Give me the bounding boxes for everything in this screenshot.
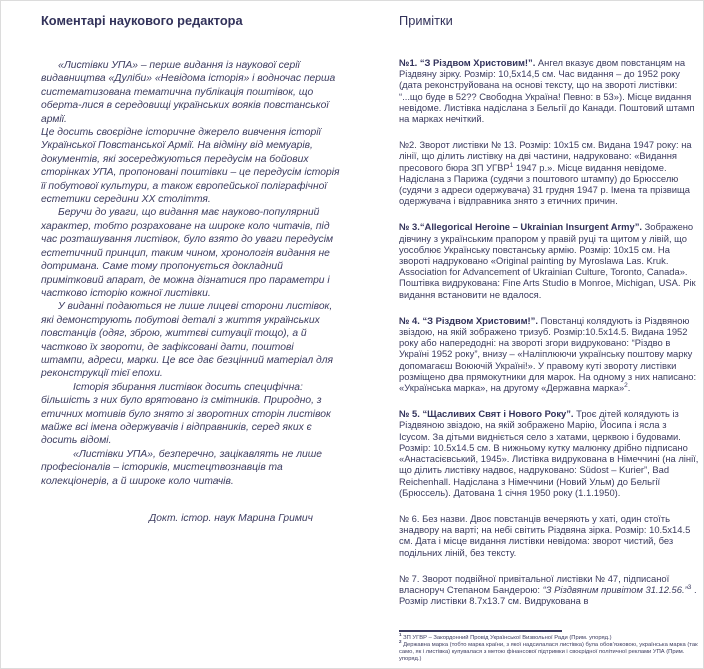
note-7-quote: “З Різдвяним привітом 31.12.56.” [542,583,688,595]
footnote-1-marker: 1 [399,632,402,638]
note-7-footnote-ref: 3 [687,583,692,591]
note-6 [399,513,699,558]
editor-paragraph-1: «Листівки УПА» – перше видання із наукової серії видавництва «Дуліби» «Невідома історія» і водночас перша систематизована тематична публікація поштівок, що оберта-лися в середовищі українських вояків повстанської армії. [41,60,336,125]
footnote-1 [399,632,699,645]
editor-comments-column [41,13,340,525]
note-4-text-cont: . [627,382,631,394]
note-2-footnote-ref: 1 [509,161,514,169]
note-1-head: №1. “З Різдвом Христовим!”. [399,57,536,68]
note-6-text: № 6. Без назви. Двоє повстанців вечеряють у хаті, один стоїть знадвору на варті; на небі світить Різдвяна зірка. Розмір: 10.5х14.5 см. Дата і місце видання листівки невідома: зворот чистий, без подільних ліній, без тексту. [399,512,691,558]
note-2 [399,139,699,206]
note-4 [399,315,699,393]
footnote-2 [399,639,699,663]
footnote-1-text: ЗП УГВР – Закордонний Провід Української Визвольної Ради (Прим. упоряд.) [401,635,612,641]
editor-paragraph-6: «Листівки УПА», безперечно, зацікавлять не лише професіоналів – істориків, мистецтвознавців та колекціонерів, а й широке коло читачів. [41,448,323,487]
footnote-divider [399,630,562,632]
note-2-text: №2. Зворот листівки № 13. Розмір: 10х15 см. Видана 1947 року: на лінії, що ділить листівку на дві частини, надруковано: «Видання пресового бюра ЗП УГВР [399,139,692,173]
notes-column [399,13,699,621]
notes-title: Примітки [399,13,453,28]
note-3 [399,221,699,299]
footnotes-block [399,630,699,663]
note-7-text: № 7. Зворот подвійної привітальної листівки № 47, підписаної власноруч Степаном Бандерою: [399,572,670,595]
note-4-head: № 4. “З Різдвом Христовим!”. [399,314,538,326]
note-5-text: Троє дітей колядують із Різдвяною звіздою, на якій зображено Марію, Йосипа і ясла з Ісусом. За дітьми видніється село з хатами, церквою і будовами. Розмір: 10.5х14.5 см. В нижньому кутку малюнку дрібно підписано «Анастасієвський, 1945». Листівка видрукована в Німеччині (на лінії, що ділить листівку надвоє, надруковано: Südost – Kurier”, Bad Reichenhall. Надіслана з Німеччини (Новий Ульм) до Бельгії (Брюссель). Датована 1 січня 1950 року (1.1.1950). [399,408,699,498]
note-1-text: Ангел вказує двом повстанцям на Різдвяну зірку. Розмір: 10,5х14,5 см. Час видання – до 1952 року (дата реконструйована на основі тексту, що на звороті листівки: “...що буде в 52?? Свободна Україна! Певно: в 53»). Місце видання невідоме. Листівка надіслана з Бельгії до Канади. Поштовий штамп на марках нечіткий. [399,57,695,125]
note-1 [399,57,699,124]
note-4-text: Повстанці колядують із Різдвяною звіздою, на якій зображено тризуб. Розмір:10.5х14.5. Видана 1952 року або напередодні: на звороті згори видруковано: “Різдво в Україні 1952 року”, внизу – «Наліплюючи українську поштову марку допомагаєш Воюючій Україні!». У правому куті звороту листівки розміщено два прямокутники для марок. На одному з них написано: «Українська марка», на другому «Державна марка» [399,314,697,394]
editor-paragraph-2: Це досить своєрідне історичне джерело вивчення історії Української Повстанської Армії. На відміну від мемуарів, документів, які зосереджуються передусім на бойових сторінках УПА, пропоновані поштівки – це передусім історія її побутової культури, а також європейської поліграфічної естетики середини ХХ століття. [41,127,340,206]
note-5 [399,408,699,498]
note-3-text: Зображено дівчину з українським прапором у правій руці та щитом у лівій, що уособлює Українську повстанську армію. Розмір: 10х15 см. На звороті надруковано «Original painting by Myroslawa Las. Kruk. Association for Advancement of Ukrainian Culture, Toronto, Canada». Поштівка видрукована: Fine Arts Studio в Monroe, Michigan, USA. Рік видання встановити не вдалося. [399,221,696,300]
note-3-head: № 3.“Allegorical Heroine – Ukrainian Insurgent Army”. [399,221,642,233]
note-5-head: № 5. “Щасливих Свят і Нового Року”. [399,408,574,420]
note-7-text-cont: . Розмір листівки 8.7х13.7 см. Видрукована в [399,583,697,607]
editor-paragraph-4: У виданні подаються не лише лицеві сторони листівок, які демонструють побутові деталі з життя українських повстанців (одяг, зброю, життєві ситуації тощо), а й частково їх звороти, де зафіксовані дати, поштові штампи, адреси, марки. Це все дає безцінний матеріал для реконструкції тієї епохи. [41,301,334,380]
editor-comments-title: Коментарі наукового редактора [41,13,243,28]
note-4-footnote-ref: 2 [624,381,628,389]
note-2-text-cont: 1947 р.». Місце видання невідоме. Надіслана з Парижа (судячи з поштового штампу) до Брюсселю (судячи з адреси одержувача) 31 грудня 1947 р. Імена та прізвища одержувача і відправника знято з етичних причин. [399,161,690,207]
editor-paragraph-3: Беручи до уваги, що видання має науково-популярний характер, тобто розраховане на широке коло читачів, під час розташування листівок, було взято до уваги передусім естетичний принцип, таким чином, хронологія видання не дотримана. Саме тому пропонується докладний примітковий апарат, де можна дізнатися про параметри і частково історію кожної листівки. [41,207,334,299]
footnote-2-text: Державна марка (тобто марка країни, з якої надсилалася листівка) була обов’язковою, українська марка (так само, як і листівка) купувалася з метою фінансової підтримки і своєрідної політичної реклами УПА (Прим. упоряд.) [399,642,698,662]
footnote-2-marker: 2 [399,639,402,645]
editor-paragraph-5: Історія збирання листівок досить специфічна: більшість з них було врятовано із смітників. Природно, з етичних мотивів було знято зі зворотних сторін листівок майже всі імена одержувачів і відправників, серед яких є досить відомі. [41,381,331,447]
editor-signature: Докт. істор. наук Марина Гримич [149,513,313,524]
note-7 [399,573,699,607]
